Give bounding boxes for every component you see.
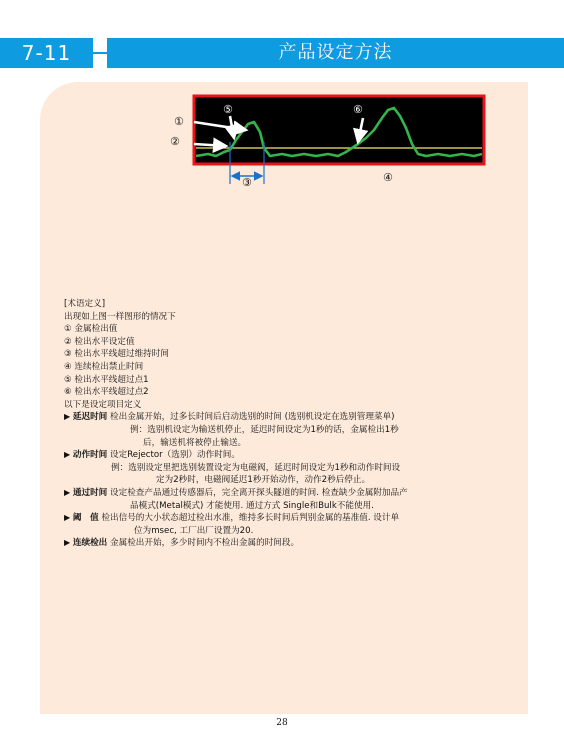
bullet-icon: ▶ [64,412,71,422]
def-continuous-term: 连续检出 [72,538,108,549]
term-item-2: ② 检出水平设定值 [64,336,135,347]
terms-heading: [术语定义] [64,299,106,309]
bullet-icon: ▶ [64,450,71,460]
definitions-text [64,298,519,550]
section-title: 产品设定方法 [278,42,393,63]
def-action [64,449,519,462]
def-action-example-1: 例：选别设定里把选别装置设定为电磁阀，延迟时间设定为1秒和动作时间设 [111,462,401,473]
def-action-text: 设定Rejector（选别）动作时间。 [110,450,240,461]
term-item-1: ① 金属检出值 [64,324,118,335]
def-pass-text: 设定检查产品通过传感器后，完全离开探头隧道的时间. 检查缺少金属附加品产 [110,487,408,498]
terms-intro: 出现如上图一样图形的情况下 [64,311,176,322]
bullet-icon: ▶ [64,513,71,523]
label-1: ① [174,115,184,128]
def-continuous-text: 金属检出开始，多少时间内不检出金属的时间段。 [110,538,300,549]
label-2: ② [170,135,180,148]
bullet-icon: ▶ [64,538,71,548]
bullet-icon: ▶ [64,487,71,497]
term-item-6: ⑥ 检出水平线超过点2 [64,387,149,398]
def-delay-example-1: 例：选别机设定为输送机停止，延迟时间设定为1秒的话，金属检出1秒 [130,424,399,435]
def-threshold-continued: 位为msec, 工厂出厂设置为20. [134,525,254,536]
def-threshold-term: 阈 值 [72,513,99,524]
page-number: 28 [276,718,288,728]
label-4: ④ [383,171,393,184]
term-item-5: ⑤ 检出水平线超过点1 [64,374,149,385]
term-item-4: ④ 连续检出禁止时间 [64,361,144,372]
label-3: ③ [242,176,252,189]
label-5: ⑤ [223,103,233,116]
section-number: 7-11 [21,41,72,65]
header-divider-line [93,52,107,54]
def-delay-term: 延迟时间 [72,412,108,423]
label-6: ⑥ [353,103,363,116]
def-threshold-text: 检出信号的大小状态超过检出水准，维持多长时间后判别金属的基准值. 设计单 [101,513,400,524]
def-pass [64,487,519,500]
defs-intro: 以下是设定项目定义 [64,399,142,410]
def-pass-term: 通过时间 [72,487,108,498]
def-action-term: 动作时间 [72,450,108,461]
def-delay [64,411,519,424]
waveform-diagram [160,92,500,192]
def-threshold [64,512,519,525]
def-pass-continued: 品模式(Metal模式) 才能使用. 通过方式 Single和Bulk不能使用. [130,500,374,511]
def-delay-text: 检出金属开始，过多长时间后启动选别的时间 (选别机设定在选别管理菜单) [110,412,395,423]
def-continuous [64,537,519,550]
term-item-3: ③ 检出水平线超过维持时间 [64,349,169,360]
def-action-example-2: 定为2秒时，电磁阀延迟1秒开始动作，动作2秒后停止。 [156,475,371,486]
def-delay-example-2: 后，输送机将被停止输送。 [143,437,247,448]
